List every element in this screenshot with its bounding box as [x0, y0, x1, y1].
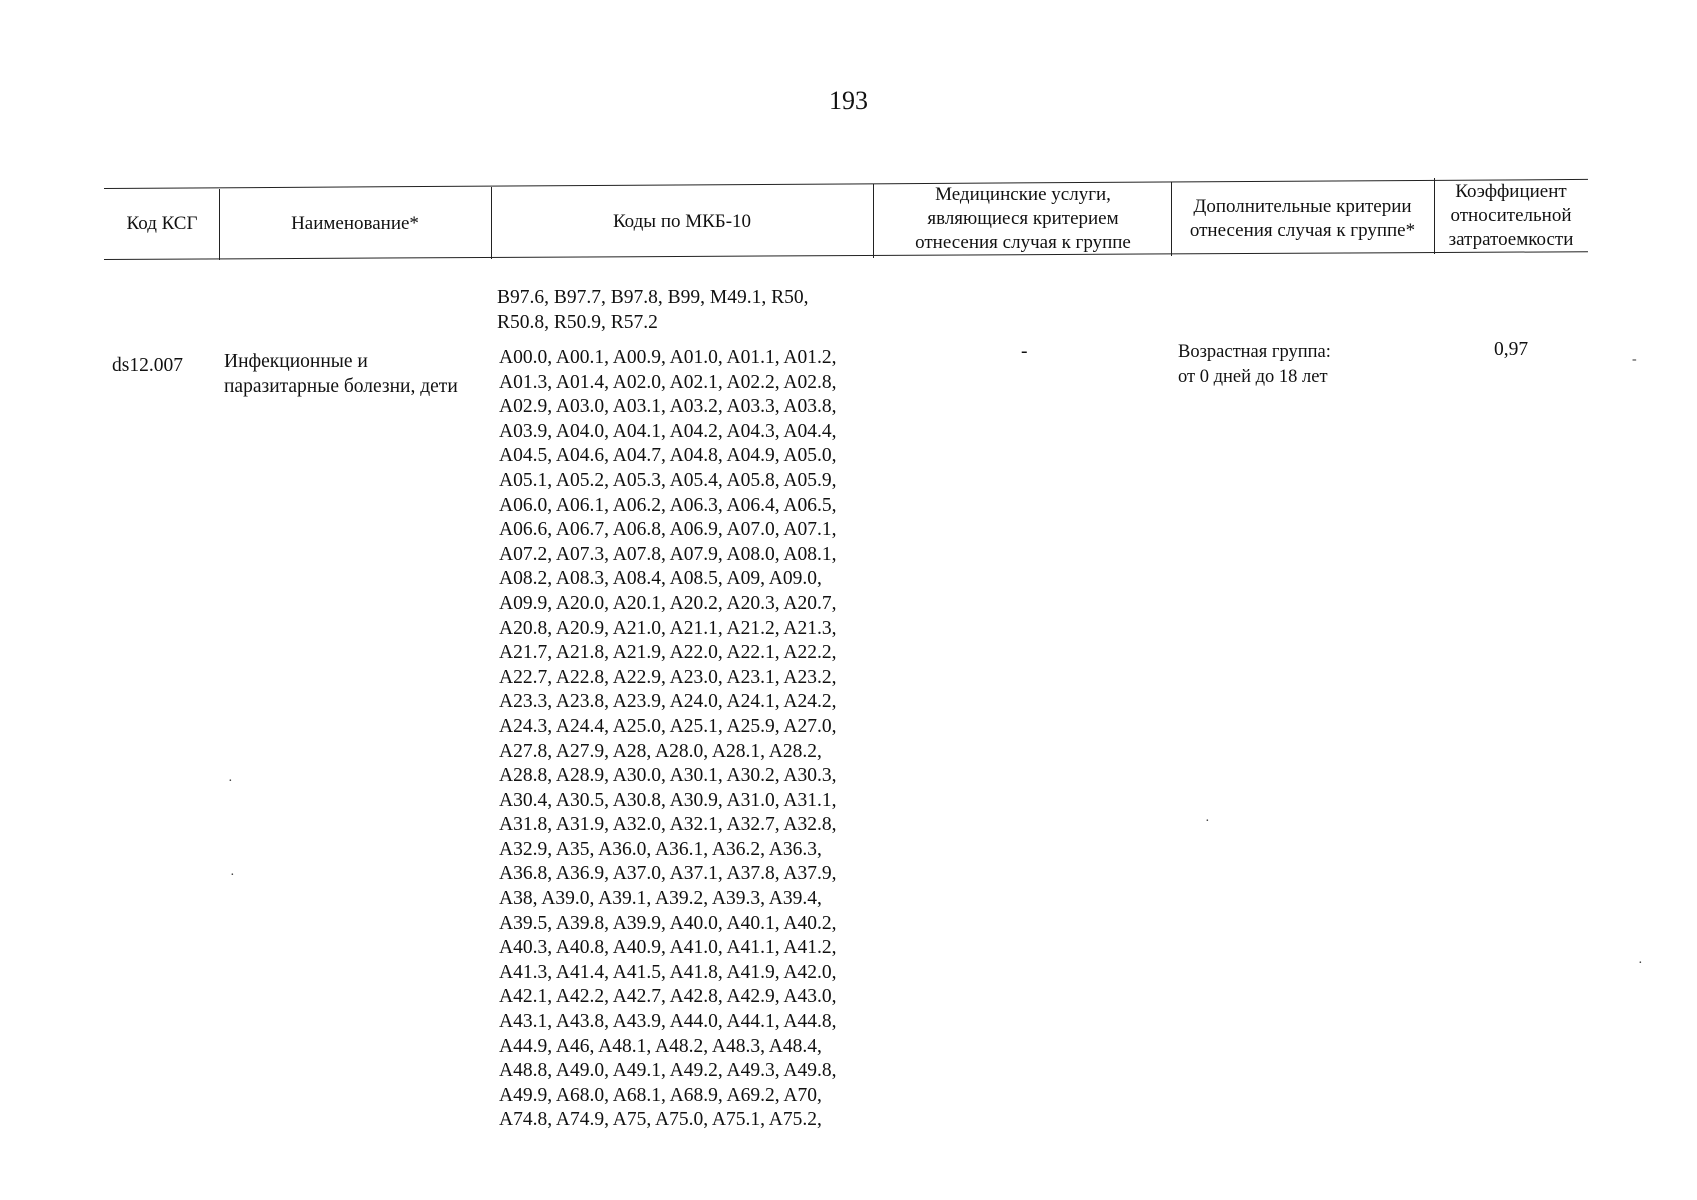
mkb-code-line: A32.9, A35, A36.0, A36.1, A36.2, A36.3,: [499, 838, 822, 860]
row-coefficient: 0,97: [1494, 339, 1529, 360]
header-mkb-codes: Коды по МКБ-10: [612, 211, 752, 232]
column-divider-1: [219, 189, 220, 260]
mkb-code-line: A06.0, A06.1, A06.2, A06.3, A06.4, A06.5,: [499, 494, 837, 516]
mkb-code-line: A09.9, A20.0, A20.1, A20.2, A20.3, A20.7,: [499, 592, 837, 614]
mkb-code-line: A22.7, A22.8, A22.9, A23.0, A23.1, A23.2,: [499, 666, 837, 688]
mkb-code-line: A20.8, A20.9, A21.0, A21.1, A21.2, A21.3,: [499, 617, 837, 639]
mkb-code-line: A08.2, A08.3, A08.4, A08.5, A09, A09.0,: [499, 568, 822, 590]
mkb-code-line: A43.1, A43.8, A43.9, A44.0, A44.1, A44.8,: [499, 1011, 837, 1033]
header-ksg-code: Код КСГ: [126, 213, 198, 234]
mkb-code-line: A27.8, A27.9, A28, A28.0, A28.1, A28.2,: [499, 740, 822, 762]
continuation-code-line: B97.6, B97.7, B97.8, B99, M49.1, R50,: [497, 287, 809, 308]
row-name-line: Инфекционные и: [224, 351, 368, 372]
mkb-code-line: A40.3, A40.8, A40.9, A41.0, A41.1, A41.2,: [499, 937, 837, 959]
mkb-code-line: A23.3, A23.8, A23.9, A24.0, A24.1, A24.2,: [499, 691, 837, 713]
scan-speck: ·: [1205, 814, 1210, 829]
mkb-code-line: A31.8, A31.9, A32.0, A32.1, A32.7, A32.8,: [499, 814, 837, 836]
row-services: -: [1021, 341, 1028, 362]
row-criteria-line: от 0 дней до 18 лет: [1178, 366, 1328, 387]
mkb-code-line: A44.9, A46, A48.1, A48.2, A48.3, A48.4,: [499, 1035, 822, 1057]
continuation-code-line: R50.8, R50.9, R57.2: [497, 311, 658, 333]
header-coefficient: Коэффициент относительной затратоемкости: [1448, 181, 1574, 250]
mkb-code-line: A03.9, A04.0, A04.1, A04.2, A04.3, A04.4,: [499, 420, 837, 442]
row-name-line: паразитарные болезни, дети: [224, 375, 458, 397]
header-criteria: Дополнительные критерии отнесения случая к группе*: [1189, 196, 1416, 241]
mkb-code-line: A42.1, A42.2, A42.7, A42.8, A42.9, A43.0,: [499, 986, 837, 1008]
scan-speck: -: [1632, 352, 1637, 367]
mkb-code-line: A74.8, A74.9, A75, A75.0, A75.1, A75.2,: [499, 1109, 822, 1131]
mkb-code-line: A24.3, A24.4, A25.0, A25.1, A25.9, A27.0,: [499, 715, 837, 737]
mkb-code-line: A28.8, A28.9, A30.0, A30.1, A30.2, A30.3,: [499, 765, 837, 787]
mkb-code-line: A01.3, A01.4, A02.0, A02.1, A02.2, A02.8,: [499, 371, 837, 393]
column-divider-5: [1434, 178, 1435, 254]
row-criteria-line: Возрастная группа:: [1178, 342, 1331, 362]
row-mkb-codes: [499, 346, 837, 1133]
column-divider-3: [873, 184, 874, 258]
row-ksg-code: ds12.007: [112, 355, 183, 376]
mkb-code-line: A48.8, A49.0, A49.1, A49.2, A49.3, A49.8,: [499, 1060, 837, 1082]
scan-speck: ·: [1638, 956, 1643, 971]
page-number: 193: [829, 86, 868, 115]
column-divider-4: [1171, 182, 1172, 256]
scan-speck: ·: [228, 774, 233, 789]
continuation-codes: [497, 286, 809, 335]
mkb-code-line: A02.9, A03.0, A03.1, A03.2, A03.3, A03.8,: [499, 396, 837, 418]
mkb-code-line: A00.0, A00.1, A00.9, A01.0, A01.1, A01.2,: [499, 347, 837, 368]
mkb-code-line: A30.4, A30.5, A30.8, A30.9, A31.0, A31.1,: [499, 789, 837, 811]
header-name: Наименование*: [291, 213, 419, 234]
mkb-code-line: A21.7, A21.8, A21.9, A22.0, A22.1, A22.2,: [499, 642, 837, 664]
mkb-code-line: A07.2, A07.3, A07.8, A07.9, A08.0, A08.1,: [499, 543, 837, 565]
mkb-code-line: A38, A39.0, A39.1, A39.2, A39.3, A39.4,: [499, 888, 822, 910]
mkb-code-line: A49.9, A68.0, A68.1, A68.9, A69.2, A70,: [499, 1084, 822, 1106]
mkb-code-line: A39.5, A39.8, A39.9, A40.0, A40.1, A40.2,: [499, 912, 837, 934]
mkb-code-line: A05.1, A05.2, A05.3, A05.4, A05.8, A05.9,: [499, 469, 837, 491]
row-name: [224, 350, 458, 399]
row-criteria: [1178, 340, 1331, 389]
mkb-code-line: A04.5, A04.6, A04.7, A04.8, A04.9, A05.0,: [499, 445, 837, 467]
mkb-code-line: A36.8, A36.9, A37.0, A37.1, A37.8, A37.9,: [499, 863, 837, 885]
scan-speck: ·: [230, 868, 235, 883]
header-services: Медицинские услуги, являющиеся критерием отнесения случая к группе: [915, 184, 1131, 253]
mkb-code-line: A06.6, A06.7, A06.8, A06.9, A07.0, A07.1,: [499, 519, 837, 541]
column-divider-2: [491, 187, 492, 259]
mkb-code-line: A41.3, A41.4, A41.5, A41.8, A41.9, A42.0,: [499, 961, 837, 983]
